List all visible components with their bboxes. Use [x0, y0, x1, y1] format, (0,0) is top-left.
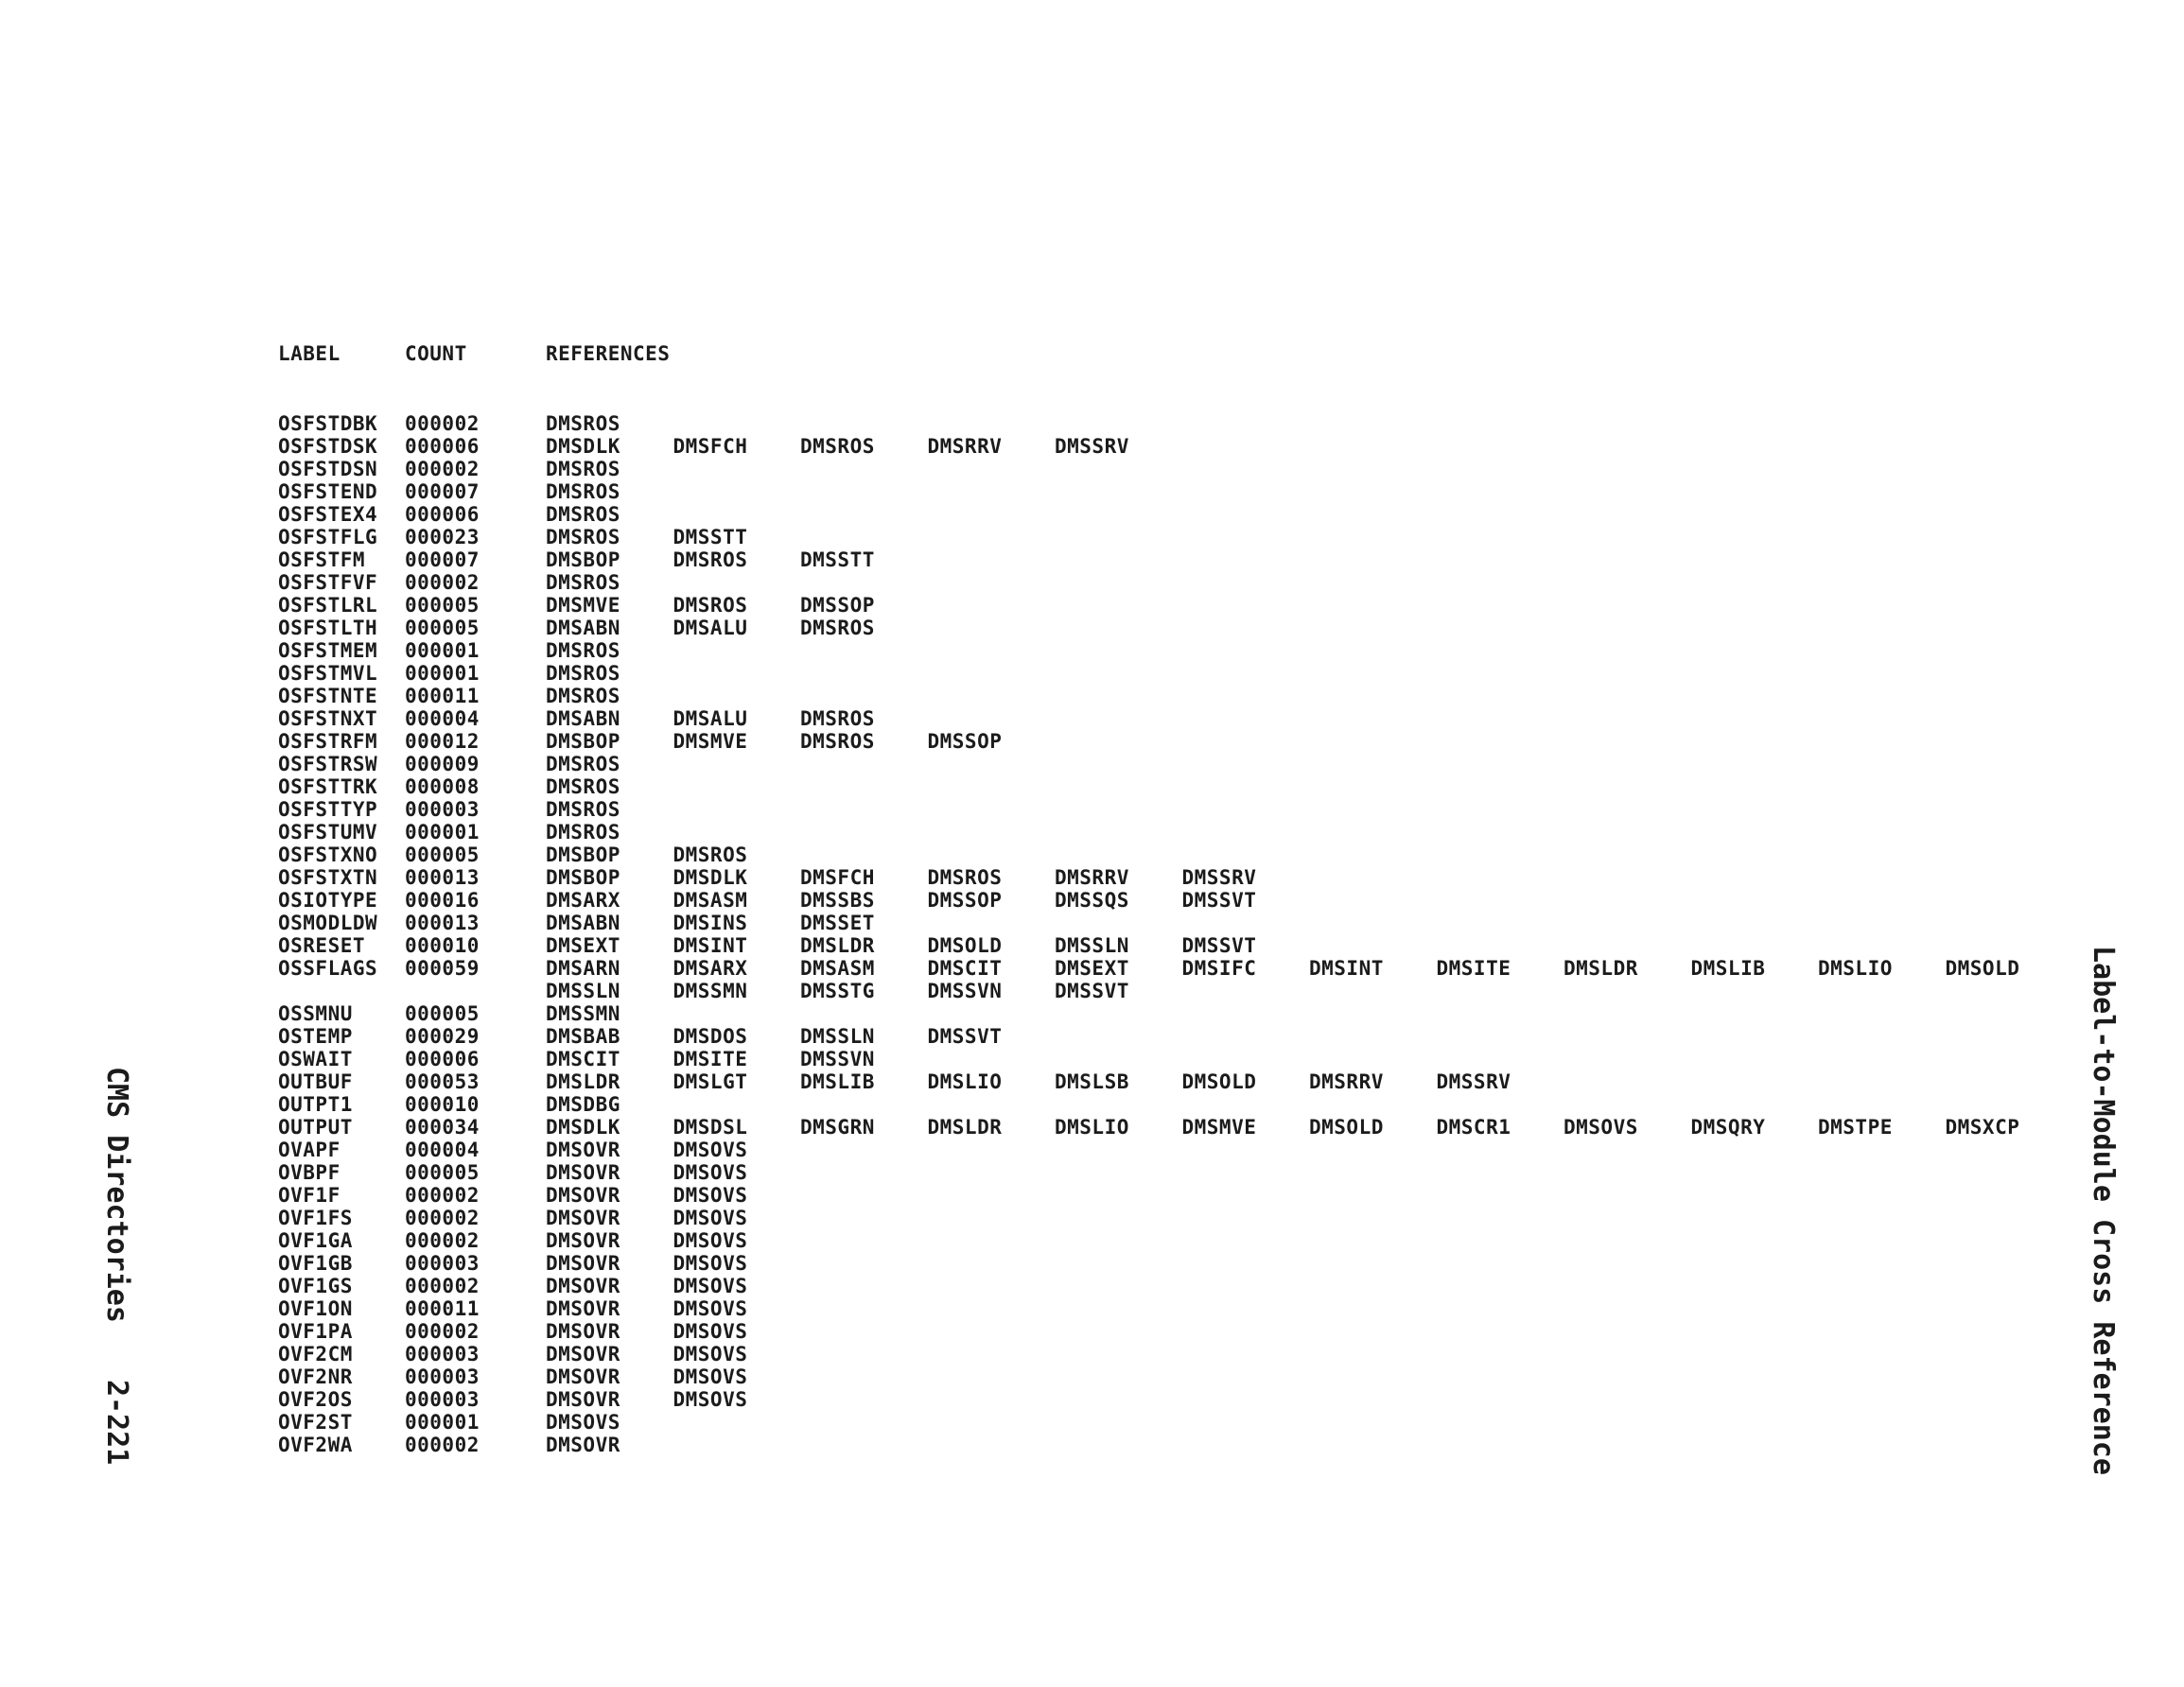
row-reference: DMSFCH — [800, 866, 875, 889]
row-reference: DMSROS — [546, 753, 620, 775]
table-row — [0, 1320, 2184, 1343]
row-reference: DMSOVR — [546, 1320, 620, 1343]
row-reference: DMSSLN — [546, 980, 620, 1002]
row-reference: DMSOLD — [927, 934, 1003, 957]
row-reference: DMSROS — [546, 798, 620, 821]
row-reference: DMSROS — [673, 548, 748, 571]
row-count: 000004 — [405, 1139, 480, 1161]
row-reference: DMSROS — [800, 730, 875, 753]
table-row — [0, 617, 2184, 639]
left-margin-footer — [91, 1067, 142, 1473]
row-reference: DMSSOP — [927, 889, 1003, 912]
row-label: OSRESET — [278, 934, 366, 957]
row-reference: DMSBOP — [546, 548, 620, 571]
column-header — [0, 342, 2184, 371]
row-label: OSIOTYPE — [278, 889, 378, 912]
row-label: OVF1PA — [278, 1320, 353, 1343]
row-reference: DMSOVR — [546, 1297, 620, 1320]
row-reference: DMSOLD — [1181, 1070, 1257, 1093]
row-reference: DMSALU — [673, 707, 748, 730]
row-reference: DMSSOP — [800, 594, 875, 617]
row-count: 000005 — [405, 617, 480, 639]
row-reference: DMSROS — [673, 594, 748, 617]
row-reference: DMSSTT — [673, 526, 748, 548]
table-row — [0, 1252, 2184, 1275]
row-reference: DMSROS — [927, 866, 1003, 889]
table-row — [0, 1275, 2184, 1297]
row-label: OSSFLAGS — [278, 957, 378, 980]
row-label: OSTEMP — [278, 1025, 353, 1048]
table-row — [0, 526, 2184, 548]
row-reference: DMSOVS — [673, 1139, 748, 1161]
row-reference: DMSROS — [546, 821, 620, 844]
table-row — [0, 480, 2184, 503]
row-reference: DMSROS — [546, 662, 620, 685]
row-reference: DMSSVN — [927, 980, 1003, 1002]
row-reference: DMSOVR — [546, 1229, 620, 1252]
row-count: 000002 — [405, 458, 480, 480]
row-label: OVF1GS — [278, 1275, 353, 1297]
row-count: 000002 — [405, 1320, 480, 1343]
row-reference: DMSRRV — [1309, 1070, 1384, 1093]
table-row — [0, 685, 2184, 707]
row-label: OSFSTFLG — [278, 526, 378, 548]
row-count: 000007 — [405, 548, 480, 571]
row-count: 000002 — [405, 1229, 480, 1252]
row-label: OSSMNU — [278, 1002, 353, 1025]
row-label: OSFSTRFM — [278, 730, 378, 753]
row-reference: DMSMVE — [673, 730, 748, 753]
row-reference: DMSSVT — [1055, 980, 1129, 1002]
row-count: 000003 — [405, 1365, 480, 1388]
row-reference: DMSARX — [673, 957, 748, 980]
row-count: 000011 — [405, 1297, 480, 1320]
row-label: OVF2WA — [278, 1434, 353, 1456]
table-row — [0, 458, 2184, 480]
row-count: 000001 — [405, 821, 480, 844]
row-reference: DMSABN — [546, 617, 620, 639]
row-label: OVF1ON — [278, 1297, 353, 1320]
row-reference: DMSBOP — [546, 866, 620, 889]
row-reference: DMSCIT — [927, 957, 1003, 980]
row-count: 000002 — [405, 412, 480, 435]
row-label: OSFSTFM — [278, 548, 366, 571]
row-count: 000002 — [405, 1434, 480, 1456]
row-count: 000006 — [405, 503, 480, 526]
table-row — [0, 707, 2184, 730]
table-row — [0, 571, 2184, 594]
row-count: 000008 — [405, 775, 480, 798]
row-reference: DMSROS — [800, 435, 875, 458]
row-label: OSFSTMVL — [278, 662, 378, 685]
row-reference: DMSOVR — [546, 1365, 620, 1388]
row-reference: DMSROS — [800, 617, 875, 639]
row-reference: DMSSET — [800, 912, 875, 934]
row-count: 000006 — [405, 1048, 480, 1070]
row-label: OSFSTRSW — [278, 753, 378, 775]
row-count: 000002 — [405, 1207, 480, 1229]
cross-reference-table — [0, 412, 2184, 1456]
row-reference: DMSARX — [546, 889, 620, 912]
row-label: OVF1GA — [278, 1229, 353, 1252]
row-reference: DMSASM — [673, 889, 748, 912]
row-reference: DMSROS — [673, 844, 748, 866]
row-label: OSFSTMEM — [278, 639, 378, 662]
row-reference: DMSCR1 — [1436, 1116, 1511, 1139]
row-count: 000005 — [405, 1161, 480, 1184]
row-reference: DMSDLK — [546, 1116, 620, 1139]
row-reference: DMSOVR — [546, 1388, 620, 1411]
row-label: OSFSTUMV — [278, 821, 378, 844]
row-label: OUTBUF — [278, 1070, 353, 1093]
row-reference: DMSSVT — [927, 1025, 1003, 1048]
row-count: 000002 — [405, 571, 480, 594]
table-row — [0, 1002, 2184, 1025]
row-reference: DMSOVS — [673, 1388, 748, 1411]
row-reference: DMSSVT — [1181, 934, 1257, 957]
table-row — [0, 1048, 2184, 1070]
row-count: 000059 — [405, 957, 480, 980]
row-reference: DMSSMN — [546, 1002, 620, 1025]
row-count: 000003 — [405, 798, 480, 821]
row-reference: DMSEXT — [546, 934, 620, 957]
row-reference: DMSLIB — [800, 1070, 875, 1093]
row-reference: DMSOVR — [546, 1434, 620, 1456]
row-reference: DMSSMN — [673, 980, 748, 1002]
row-reference: DMSRRV — [1055, 866, 1129, 889]
row-count: 000003 — [405, 1388, 480, 1411]
row-reference: DMSQRY — [1690, 1116, 1766, 1139]
row-label: OVF1F — [278, 1184, 341, 1207]
table-row — [0, 1161, 2184, 1184]
row-count: 000034 — [405, 1116, 480, 1139]
row-label: OVF1FS — [278, 1207, 353, 1229]
row-reference: DMSOLD — [1309, 1116, 1384, 1139]
row-reference: DMSROS — [546, 685, 620, 707]
row-label: OVF2OS — [278, 1388, 353, 1411]
right-margin-header — [2077, 946, 2128, 1475]
row-label: OSFSTLRL — [278, 594, 378, 617]
table-row — [0, 1388, 2184, 1411]
row-reference: DMSLDR — [800, 934, 875, 957]
row-reference: DMSLDR — [927, 1116, 1003, 1139]
table-row — [0, 753, 2184, 775]
table-row — [0, 594, 2184, 617]
row-count: 000002 — [405, 1275, 480, 1297]
row-count: 000029 — [405, 1025, 480, 1048]
table-row — [0, 798, 2184, 821]
row-label: OVAPF — [278, 1139, 341, 1161]
row-count: 000003 — [405, 1252, 480, 1275]
row-label: OVBPF — [278, 1161, 341, 1184]
row-reference: DMSABN — [546, 707, 620, 730]
section-title: CMS Directories — [100, 1067, 133, 1323]
row-label: OSWAIT — [278, 1048, 353, 1070]
row-label: OUTPT1 — [278, 1093, 353, 1116]
row-reference: DMSEXT — [1055, 957, 1129, 980]
row-reference: DMSITE — [673, 1048, 748, 1070]
row-reference: DMSOVS — [1564, 1116, 1638, 1139]
row-reference: DMSINT — [1309, 957, 1384, 980]
table-row — [0, 1365, 2184, 1388]
row-reference: DMSROS — [546, 526, 620, 548]
row-reference: DMSROS — [546, 571, 620, 594]
row-label: OSFSTLTH — [278, 617, 378, 639]
row-count: 000001 — [405, 662, 480, 685]
row-count: 000023 — [405, 526, 480, 548]
row-label: OSFSTDBK — [278, 412, 378, 435]
row-reference: DMSOVS — [546, 1411, 620, 1434]
row-reference: DMSOVS — [673, 1343, 748, 1365]
row-reference: DMSROS — [546, 480, 620, 503]
row-count: 000053 — [405, 1070, 480, 1093]
header-references: REFERENCES — [546, 342, 671, 365]
table-row — [0, 1070, 2184, 1093]
row-reference: DMSMVE — [1181, 1116, 1257, 1139]
row-reference: DMSOVR — [546, 1139, 620, 1161]
row-reference: DMSOVR — [546, 1207, 620, 1229]
row-label: OVF1GB — [278, 1252, 353, 1275]
table-row — [0, 844, 2184, 866]
header-label: LABEL — [278, 342, 341, 365]
row-reference: DMSROS — [800, 707, 875, 730]
row-reference: DMSOVR — [546, 1343, 620, 1365]
row-reference: DMSLIO — [1055, 1116, 1129, 1139]
row-reference: DMSARN — [546, 957, 620, 980]
row-reference: DMSFCH — [673, 435, 748, 458]
row-count: 000012 — [405, 730, 480, 753]
row-reference: DMSIFC — [1181, 957, 1257, 980]
table-row — [0, 435, 2184, 458]
row-count: 000009 — [405, 753, 480, 775]
row-count: 000003 — [405, 1343, 480, 1365]
row-label: OSFSTNXT — [278, 707, 378, 730]
row-label: OSFSTNTE — [278, 685, 378, 707]
row-count: 000004 — [405, 707, 480, 730]
row-reference: DMSASM — [800, 957, 875, 980]
row-reference: DMSROS — [546, 639, 620, 662]
table-row — [0, 548, 2184, 571]
row-reference: DMSSVT — [1181, 889, 1257, 912]
row-count: 000013 — [405, 866, 480, 889]
row-reference: DMSDBG — [546, 1093, 620, 1116]
row-reference: DMSSTT — [800, 548, 875, 571]
row-count: 000005 — [405, 844, 480, 866]
row-reference: DMSOVR — [546, 1252, 620, 1275]
table-row — [0, 639, 2184, 662]
table-row — [0, 1093, 2184, 1116]
row-reference: DMSLSB — [1055, 1070, 1129, 1093]
table-row — [0, 1025, 2184, 1048]
row-count: 000002 — [405, 1184, 480, 1207]
row-reference: DMSSOP — [927, 730, 1003, 753]
row-count: 000010 — [405, 1093, 480, 1116]
table-row — [0, 412, 2184, 435]
row-reference: DMSINT — [673, 934, 748, 957]
table-row — [0, 889, 2184, 912]
row-reference: DMSABN — [546, 912, 620, 934]
table-row — [0, 1207, 2184, 1229]
row-reference: DMSITE — [1436, 957, 1511, 980]
row-reference: DMSALU — [673, 617, 748, 639]
row-reference: DMSOVS — [673, 1275, 748, 1297]
row-count: 000007 — [405, 480, 480, 503]
row-label: OSFSTEX4 — [278, 503, 378, 526]
row-label: OSFSTEND — [278, 480, 378, 503]
table-row — [0, 1139, 2184, 1161]
table-row — [0, 1229, 2184, 1252]
table-row — [0, 1116, 2184, 1139]
row-reference: DMSBAB — [546, 1025, 620, 1048]
row-label: OSFSTDSK — [278, 435, 378, 458]
row-label: OSFSTTYP — [278, 798, 378, 821]
table-row — [0, 730, 2184, 753]
row-reference: DMSBOP — [546, 844, 620, 866]
row-reference: DMSSQS — [1055, 889, 1129, 912]
table-row — [0, 934, 2184, 957]
row-reference: DMSSTG — [800, 980, 875, 1002]
table-row — [0, 1297, 2184, 1320]
row-reference: DMSSLN — [1055, 934, 1129, 957]
table-row — [0, 1184, 2184, 1207]
row-reference: DMSOVR — [546, 1184, 620, 1207]
chapter-title: Label-to-Module Cross Reference — [2087, 946, 2120, 1475]
row-reference: DMSOVS — [673, 1207, 748, 1229]
row-reference: DMSROS — [546, 412, 620, 435]
page-number: 2-221 — [100, 1379, 133, 1466]
table-row — [0, 662, 2184, 685]
row-count: 000016 — [405, 889, 480, 912]
row-label: OSMODLDW — [278, 912, 378, 934]
row-reference: DMSXCP — [1945, 1116, 2020, 1139]
row-reference: DMSROS — [546, 775, 620, 798]
row-reference: DMSTPE — [1818, 1116, 1893, 1139]
row-count: 000006 — [405, 435, 480, 458]
table-row — [0, 1343, 2184, 1365]
row-reference: DMSOVS — [673, 1229, 748, 1252]
row-reference: DMSOVS — [673, 1252, 748, 1275]
row-count: 000010 — [405, 934, 480, 957]
row-reference: DMSLGT — [673, 1070, 748, 1093]
row-reference: DMSSLN — [800, 1025, 875, 1048]
row-reference: DMSDLK — [546, 435, 620, 458]
row-reference: DMSLIO — [1818, 957, 1893, 980]
row-reference: DMSDOS — [673, 1025, 748, 1048]
row-reference: DMSGRN — [800, 1116, 875, 1139]
row-reference: DMSOVS — [673, 1320, 748, 1343]
table-row — [0, 1434, 2184, 1456]
row-count: 000005 — [405, 594, 480, 617]
row-reference: DMSINS — [673, 912, 748, 934]
table-row — [0, 980, 2184, 1002]
row-reference: DMSOVS — [673, 1365, 748, 1388]
row-reference: DMSOVS — [673, 1184, 748, 1207]
table-row — [0, 912, 2184, 934]
row-reference: DMSSRV — [1436, 1070, 1511, 1093]
table-row — [0, 503, 2184, 526]
row-reference: DMSLIO — [927, 1070, 1003, 1093]
row-count: 000001 — [405, 1411, 480, 1434]
table-row — [0, 775, 2184, 798]
row-reference: DMSBOP — [546, 730, 620, 753]
row-reference: DMSDSL — [673, 1116, 748, 1139]
row-label: OVF2NR — [278, 1365, 353, 1388]
row-reference: DMSRRV — [927, 435, 1003, 458]
table-row — [0, 866, 2184, 889]
row-count: 000005 — [405, 1002, 480, 1025]
row-reference: DMSSBS — [800, 889, 875, 912]
table-row — [0, 957, 2184, 980]
row-label: OSFSTFVF — [278, 571, 378, 594]
row-reference: DMSOLD — [1945, 957, 2020, 980]
header-count: COUNT — [405, 342, 467, 365]
row-label: OVF2ST — [278, 1411, 353, 1434]
row-label: OSFSTXTN — [278, 866, 378, 889]
row-reference: DMSSVN — [800, 1048, 875, 1070]
table-row — [0, 821, 2184, 844]
row-reference: DMSSRV — [1181, 866, 1257, 889]
row-reference: DMSOVS — [673, 1161, 748, 1184]
row-label: OUTPUT — [278, 1116, 353, 1139]
row-reference: DMSOVR — [546, 1161, 620, 1184]
row-label: OSFSTTRK — [278, 775, 378, 798]
row-reference: DMSLDR — [1564, 957, 1638, 980]
table-row — [0, 1411, 2184, 1434]
row-label: OVF2CM — [278, 1343, 353, 1365]
row-reference: DMSROS — [546, 458, 620, 480]
row-count: 000011 — [405, 685, 480, 707]
row-reference: DMSOVR — [546, 1275, 620, 1297]
row-count: 000001 — [405, 639, 480, 662]
row-count: 000013 — [405, 912, 480, 934]
row-reference: DMSLIB — [1690, 957, 1766, 980]
row-reference: DMSDLK — [673, 866, 748, 889]
row-reference: DMSROS — [546, 503, 620, 526]
row-reference: DMSOVS — [673, 1297, 748, 1320]
row-label: OSFSTXNO — [278, 844, 378, 866]
row-reference: DMSSRV — [1055, 435, 1129, 458]
row-label: OSFSTDSN — [278, 458, 378, 480]
row-reference: DMSMVE — [546, 594, 620, 617]
row-reference: DMSLDR — [546, 1070, 620, 1093]
row-reference: DMSCIT — [546, 1048, 620, 1070]
